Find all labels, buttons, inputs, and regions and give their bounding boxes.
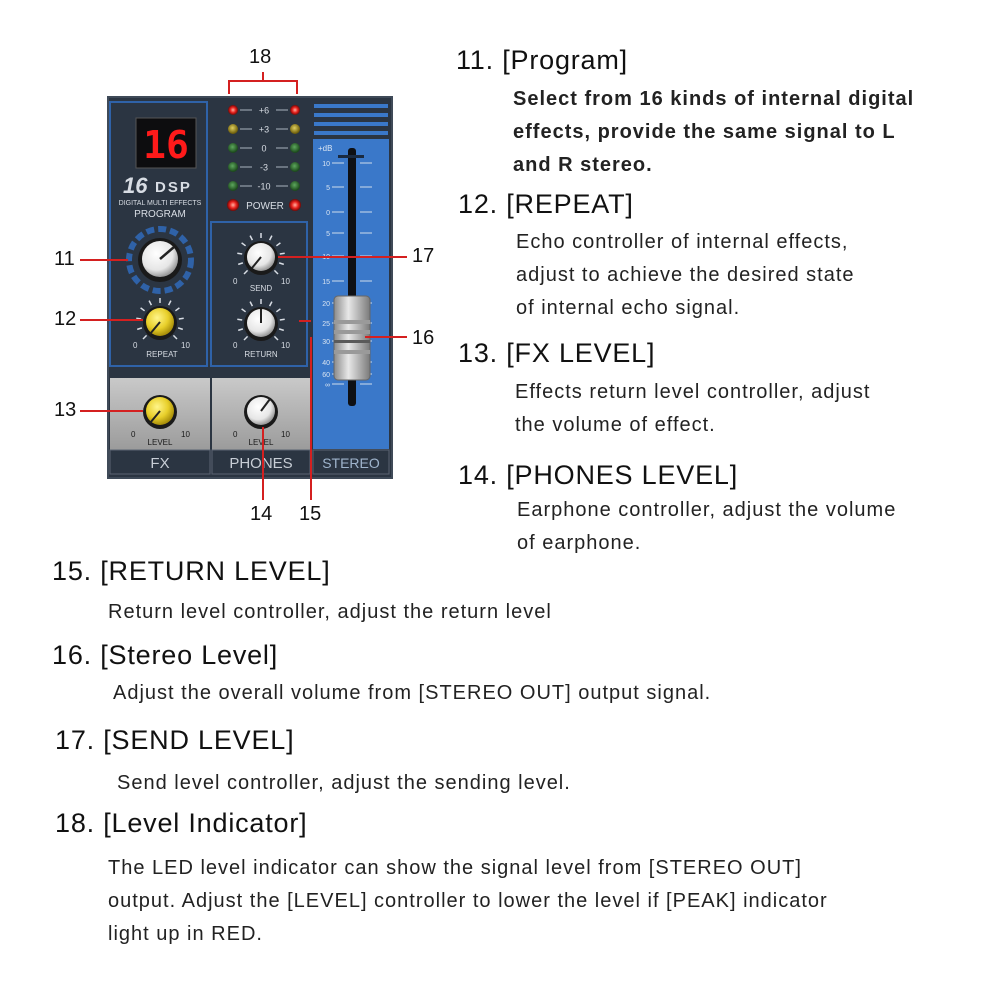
callout-18: 18: [249, 46, 272, 68]
section-12-heading: 12. [REPEAT]: [458, 189, 634, 219]
section-15-heading: 15. [RETURN LEVEL]: [52, 556, 331, 586]
section-14-line-2: of earphone.: [517, 532, 642, 554]
section-16-line-1: Adjust the overall volume from [STEREO OUT] output signal.: [113, 682, 712, 704]
fx-level-knob[interactable]: [143, 395, 177, 429]
section-14-heading: 14. [PHONES LEVEL]: [458, 460, 739, 490]
meter-led-right: [290, 162, 300, 172]
knob-tick: [237, 319, 242, 320]
knob-tick: [280, 253, 285, 254]
send-min: 0: [233, 277, 238, 286]
section-11-description: [513, 83, 914, 182]
send-knob[interactable]: [244, 241, 278, 275]
fader-track-cap: [338, 155, 364, 158]
section-13-line-1: Effects return level controller, adjust: [515, 381, 871, 403]
fader-scale-label: 25: [322, 321, 330, 328]
power-led-left: [227, 199, 239, 211]
program-label: PROGRAM: [134, 209, 186, 220]
section-11-line-3: and R stereo.: [513, 154, 653, 176]
brand-dsp: DSP: [155, 179, 192, 196]
knob-tick: [179, 318, 184, 319]
send-label: SEND: [249, 284, 273, 293]
fader-scale-label: 0: [326, 210, 330, 217]
fader-scale-label: 40: [322, 360, 330, 367]
section-13-description: [515, 376, 870, 442]
fader-scale-label: 20: [322, 301, 330, 308]
phones-level-knob[interactable]: [244, 395, 278, 429]
repeat-label: REPEAT: [146, 350, 178, 359]
callout-line-18: [229, 81, 297, 94]
phones-min: 0: [233, 430, 238, 439]
section-16-heading: 16. [Stereo Level]: [52, 640, 279, 670]
section-14-line-1: Earphone controller, adjust the volume: [517, 499, 897, 521]
section-18-description: [108, 852, 828, 951]
section-12-description: [516, 226, 855, 325]
section-14-description: [517, 494, 896, 560]
meter-led-left: [228, 143, 238, 153]
meter-led-left: [228, 105, 238, 115]
knob-tick: [136, 318, 141, 319]
section-12-line-3: of internal echo signal.: [516, 297, 741, 319]
program-knob[interactable]: [129, 229, 191, 291]
meter-label: +3: [258, 124, 270, 135]
meter-led-right: [290, 105, 300, 115]
fader-db-label: +dB: [318, 144, 333, 153]
section-18-line-2: output. Adjust the [LEVEL] controller to lower the level if [PEAK] indicator: [108, 890, 828, 912]
repeat-max: 10: [181, 341, 190, 350]
brand-number: 16: [123, 173, 148, 198]
return-min: 0: [233, 341, 238, 350]
meter-led-right: [290, 143, 300, 153]
program-display-value: 16: [143, 123, 189, 167]
callout-12: 12: [54, 308, 77, 330]
repeat-knob[interactable]: [143, 306, 177, 340]
power-led-right: [289, 199, 301, 211]
fx-label: FX: [150, 455, 170, 472]
meter-label: -10: [257, 181, 271, 192]
repeat-min: 0: [133, 341, 138, 350]
stereo-fader-cap[interactable]: [334, 296, 370, 380]
fader-scale-label: 10: [322, 161, 330, 168]
meter-led-left: [228, 124, 238, 134]
section-12-line-2: adjust to achieve the desired state: [516, 264, 855, 286]
callout-14: 14: [250, 503, 273, 525]
return-knob[interactable]: [244, 307, 278, 341]
meter-led-left: [228, 162, 238, 172]
callout-16: 16: [412, 327, 435, 349]
callout-13: 13: [54, 399, 77, 421]
callout-15: 15: [299, 503, 322, 525]
section-15-description: [108, 596, 552, 629]
fader-scale-label: 15: [322, 279, 330, 286]
return-max: 10: [281, 341, 290, 350]
fader-scale-label: 60: [322, 372, 330, 379]
fx-max: 10: [181, 430, 190, 439]
section-11-line-1: Select from 16 kinds of internal digital: [513, 88, 915, 110]
knob-tick: [280, 319, 285, 320]
section-13-line-2: the volume of effect.: [515, 414, 716, 436]
meter-led-right: [290, 181, 300, 191]
section-18-line-3: light up in RED.: [108, 923, 263, 945]
section-17-heading: 17. [SEND LEVEL]: [55, 725, 295, 755]
fader-scale-label: 30: [322, 339, 330, 346]
section-11-heading: 11. [Program]: [456, 45, 628, 75]
callout-17: 17: [412, 245, 435, 267]
knob-tick: [237, 253, 242, 254]
fader-scale-label: 10: [322, 254, 330, 261]
section-13-heading: 13. [FX LEVEL]: [458, 338, 656, 368]
section-12-line-1: Echo controller of internal effects,: [516, 231, 849, 253]
fader-scale-label: 5: [326, 185, 330, 192]
section-17-line-1: Send level controller, adjust the sending level.: [117, 772, 571, 794]
meter-label: -3: [259, 162, 269, 173]
fader-scale-label: ∞: [325, 382, 330, 389]
meter-label: 0: [261, 143, 267, 154]
section-17-description: [117, 767, 571, 800]
fader-scale-label: 5: [326, 231, 330, 238]
section-11-line-2: effects, provide the same signal to L: [513, 121, 896, 143]
meter-led-left: [228, 181, 238, 191]
phones-max: 10: [281, 430, 290, 439]
section-18-line-1: The LED level indicator can show the signal level from [STEREO OUT]: [108, 857, 802, 879]
phones-label: PHONES: [229, 455, 293, 472]
brand-subtitle: DIGITAL MULTI EFFECTS: [118, 200, 202, 207]
power-label: POWER: [246, 201, 284, 212]
send-max: 10: [281, 277, 290, 286]
meter-led-right: [290, 124, 300, 134]
return-label: RETURN: [244, 350, 278, 359]
section-15-line-1: Return level controller, adjust the return level: [108, 601, 552, 623]
section-18-heading: 18. [Level Indicator]: [55, 808, 308, 838]
meter-label: +6: [258, 105, 270, 116]
callout-11: 11: [54, 248, 75, 270]
fx-level-label: LEVEL: [147, 438, 173, 447]
stereo-label: STEREO: [322, 455, 380, 471]
phones-level-label: LEVEL: [248, 438, 274, 447]
section-16-description: [113, 677, 711, 710]
fx-min: 0: [131, 430, 136, 439]
